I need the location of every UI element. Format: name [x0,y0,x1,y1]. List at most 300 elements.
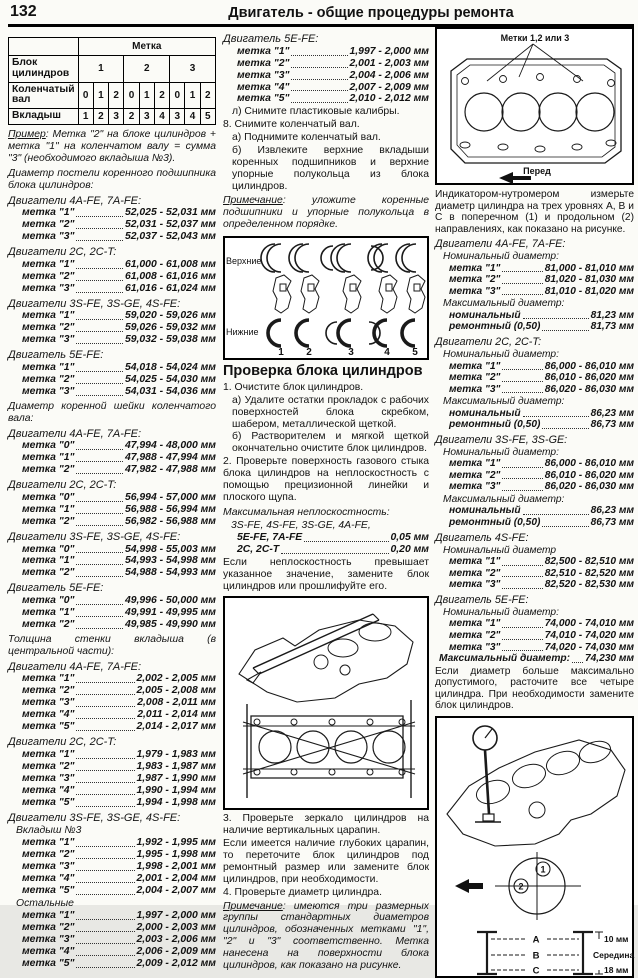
table-cell: 3 [170,109,185,125]
spec-label: метка "3" [22,772,75,784]
spec-value: 47,982 - 47,988 мм [124,464,216,476]
dot-leader [76,616,123,617]
dot-leader [76,604,123,605]
spec-line [435,274,634,286]
spec-label: метка "2" [22,270,75,282]
spec-value: 54,031 - 54,036 мм [124,385,216,397]
note-keyword: Пример [8,128,46,140]
spec-value: 52,031 - 52,037 мм [124,219,216,231]
spec-value: 56,982 - 56,988 мм [124,515,216,527]
note-text: : имеются три размерных группы стандартных диаметров цилиндров, обозначенных метками "1", "2" и "3" соответственно. Метка нанесена на поверхности блока цилиндров, как показано на рисунке. [223,900,429,972]
spec-value: 2,007 - 2,009 мм [349,81,429,93]
spec-label: метка "3" [22,334,75,346]
note-text: : Метка "2" на блоке цилиндров + метка "1" на коленчатом валу = сумма "3" (необходимого вкладыша №3). [8,128,216,164]
spec-line [8,374,216,386]
spec-value: 59,026 - 59,032 мм [124,322,216,334]
engine-group-heading: Двигатели 2C, 2C-T: [8,246,117,259]
spec-label: метка "0" [22,440,75,452]
spec-label: ремонтный (0,50) [449,321,541,333]
spec-label: метка "0" [22,595,75,607]
deck-outline [451,59,621,163]
spec-subheading: Максимальный диаметр: [443,298,565,310]
spec-label: метка "1" [22,748,75,760]
table-cell: 4 [154,109,169,125]
dot-leader [502,639,542,640]
spec-value: 2,011 - 2,014 мм [137,709,216,721]
engine-group-heading: Двигатель 5E-FE: [435,593,529,606]
table-corner-cell [9,38,79,56]
flatness-check-figure [223,596,429,810]
dot-leader [502,283,542,284]
note-paragraph [8,129,216,165]
table-header-metka: Метка [78,38,215,56]
dot-leader [502,588,542,589]
spec-value: 82,500 - 82,510 мм [544,556,634,568]
dial-bore-gauge [473,726,501,822]
spec-label: метка "2" [22,618,75,630]
spec-value: 1,979 - 1,983 мм [136,748,216,760]
spec-label: метка "3" [449,481,501,493]
spec-subheading: 3S-FE, 4S-FE, 3S-GE, 4A-FE, [231,520,371,532]
spec-subheading: Номинальный диаметр [443,544,557,556]
spec-line [8,440,216,452]
spec-line [8,697,216,709]
spec-label: 5E-FE, 7A-FE [237,532,303,544]
table-cell: 0 [124,82,139,109]
block-perspective-sketch [239,614,413,702]
spec-line [8,946,216,958]
spec-line [435,408,634,420]
dot-leader [76,395,123,396]
spec-label: метка "1" [22,362,75,374]
block-front-check-pattern [243,700,415,798]
level-c-label: C [532,965,540,977]
table-cell: 2 [93,109,108,125]
spec-line [8,873,216,885]
spec-label: ремонтный (0,50) [449,516,541,528]
spec-line [223,93,429,105]
spec-label: метка "1" [449,360,501,372]
dot-leader [76,268,123,269]
engine-group-heading: Двигатели 4A-FE, 7A-FE: [8,194,142,207]
spec-value: 2,004 - 2,007 мм [136,885,216,897]
engine-group-heading: Двигатель 5E-FE: [8,582,104,595]
dot-leader [76,706,135,707]
spec-line [435,470,634,482]
table-cell: 1 [139,82,154,109]
spec-line [435,579,634,591]
spec-value: 1,990 - 1,994 мм [136,784,216,796]
engine-group-heading: Двигатели 3S-FE, 3S-GE, 4S-FE: [8,297,181,310]
spec-label: метка "1" [449,458,501,470]
svg-text:4: 4 [384,346,390,358]
dot-leader [281,553,388,554]
spec-line [8,958,216,970]
measure-levels-diagram [477,932,635,977]
spec-line [8,685,216,697]
dot-leader [502,381,542,382]
spec-line [8,721,216,733]
spec-label: метка "5" [22,721,75,733]
bore-measure-figure [435,716,634,978]
spec-value: 86,23 мм [590,407,634,419]
paragraph: Если диаметр больше максимально допустимого, расточите все четыре цилиндра. При необходимости замените блок цилиндров. [435,665,634,712]
table-cell: 0 [170,82,185,109]
spec-line [8,749,216,761]
dot-leader [76,525,123,526]
paragraph: 4. Проверьте диаметр цилиндра. [223,886,382,898]
spec-label: метка "0" [22,543,75,555]
table-cell: 4 [185,109,200,125]
spec-label: метка "3" [22,933,75,945]
spec-value: 74,230 мм [584,653,634,665]
engine-group-heading: Двигатели 2C, 2C-T: [8,479,117,492]
dot-leader [502,650,542,651]
spec-label: метка "2" [22,515,75,527]
note-keyword: Примечание [223,195,283,207]
spec-value: 52,037 - 52,043 мм [124,231,216,243]
spec-label: метка "1" [22,837,75,849]
row-label-bearing: Вкладыш [9,109,79,125]
dot-leader [76,967,134,968]
dot-leader [572,662,583,663]
paragraph: Если имеется наличие глубоких царапин, то переточите блок цилиндров под ремонтный размер или замените блок цилиндров, при необходимости. [223,837,429,885]
spec-value: 82,510 - 82,520 мм [544,567,634,579]
spec-label: номинальный [449,309,521,321]
spec-value: 86,23 мм [590,505,634,517]
cylinder-mark-figure [435,27,634,185]
spec-label: метка "1" [22,310,75,322]
note-paragraph [223,901,429,973]
dot-leader [76,730,134,731]
spec-line [435,517,634,529]
spec-label: метка "5" [22,957,75,969]
spec-section-heading: Диаметр постели коренного подшипника блока цилиндров: [8,167,216,191]
table-cell: 2 [124,109,139,125]
spec-label: метка "2" [449,630,501,641]
spec-line [435,653,634,665]
spec-line [8,673,216,685]
spec-label: метка "2" [449,469,501,481]
dot-leader [542,330,588,331]
spec-label: метка "1" [22,452,75,464]
spec-line [223,70,429,82]
spec-line [8,861,216,873]
substep-paragraph: а) Удалите остатки прокладок с рабочих поверхностей блока скребком, шабером, металлической щеткой. [232,394,429,430]
block-with-gauge-sketch [447,726,625,846]
dot-leader [76,371,123,372]
marks-caption: Метки 1,2 или 3 [500,33,570,43]
spec-label: метка "2" [22,464,75,476]
spec-value: 54,025 - 54,030 мм [124,373,216,385]
spec-line [8,885,216,897]
spec-subheading: Остальные [16,898,74,910]
engine-group-heading: Двигатель 5E-FE: [223,33,319,45]
dot-leader [502,467,542,468]
spec-label: метка "1" [22,607,75,618]
dot-leader [304,541,388,542]
bearing-selection-table [8,37,216,125]
spec-line [8,452,216,464]
spec-value: 1,987 - 1,990 мм [136,772,216,784]
bearing-order-drawing [225,238,426,358]
spec-line [8,207,216,219]
spec-line [8,709,216,721]
spec-subheading: Номинальный диаметр: [443,446,559,458]
dot-leader [76,919,134,920]
dot-leader [76,718,135,719]
spec-line [8,362,216,374]
left-spec-list [8,129,216,970]
lower-shells [268,320,415,346]
spec-line [435,310,634,322]
gasket-holes [460,74,616,153]
spec-section-heading: Диаметр коренной шейки коленчатого вала: [8,400,216,424]
spec-value: 2,004 - 2,006 мм [349,69,429,81]
spec-value: 59,020 - 59,026 мм [124,310,216,322]
spec-line [435,481,634,493]
spec-value: 1,997 - 2,000 мм [349,45,429,57]
left-arrow-icon [455,879,483,893]
spec-label: метка "3" [449,285,501,297]
substep-paragraph: а) Поднимите коленчатый вал. [232,132,381,144]
spec-line [8,934,216,946]
spec-line [8,595,216,607]
spec-label: метка "0" [22,491,75,503]
spec-label: метка "1" [237,45,290,57]
spec-value: 49,996 - 50,000 мм [124,595,216,607]
spec-value: 86,73 мм [590,516,634,528]
spec-line [8,555,216,567]
spec-value: 56,988 - 56,994 мм [124,503,216,515]
section-title: Проверка блока цилиндров [223,362,423,379]
spec-value: 81,23 мм [590,309,634,321]
row-label-block: Блок цилиндров [9,56,79,83]
dot-leader [502,369,542,370]
level-a-label: A [532,934,540,946]
spec-value: 2,002 - 2,005 мм [136,673,216,685]
dot-leader [76,694,134,695]
spec-value: 86,010 - 86,020 мм [544,372,634,384]
spec-line [435,321,634,333]
page-header [8,2,634,27]
dot-leader [542,428,588,429]
spec-value: 81,020 - 81,030 мм [544,274,634,286]
spec-label: ремонтный (0,50) [449,419,541,431]
spec-value: 1,997 - 2,000 мм [136,910,216,922]
spec-subheading: Максимальный диаметр: [443,396,565,408]
spec-value: 1,995 - 1,998 мм [136,849,216,861]
dot-leader [76,943,134,944]
spec-value: 54,988 - 54,993 мм [124,567,216,579]
svg-text:3: 3 [348,346,354,358]
spec-label: метка "3" [22,861,75,873]
spec-value: 81,010 - 81,020 мм [544,285,634,297]
direction-1-label: 1 [540,864,546,875]
spec-line [435,286,634,298]
dot-leader [76,955,134,956]
spec-line [8,773,216,785]
table-cell: 2 [154,82,169,109]
dot-leader [523,416,589,417]
spec-label: метка "2" [22,849,75,861]
spec-value: 2,008 - 2,011 мм [137,697,216,709]
spec-label: метка "3" [22,231,75,243]
engine-group-heading: Двигатели 4A-FE, 7A-FE: [435,238,566,251]
middle-column [223,30,429,974]
spec-line [8,785,216,797]
flatness-check-drawing [225,598,426,808]
substep-paragraph: л) Снимите пластиковые калибры. [232,106,400,118]
dot-leader [76,319,123,320]
spec-label: метка "2" [237,57,290,69]
spec-value: 86,73 мм [590,419,634,431]
spec-line [8,567,216,579]
spec-value: 2,003 - 2,006 мм [136,933,216,945]
engine-group-heading: Двигатель 4S-FE: [435,531,529,544]
middle-top-text [223,33,429,231]
table-cell: 1 [78,109,93,125]
spec-value: 59,032 - 59,038 мм [124,334,216,346]
spec-label: метка "4" [237,81,290,93]
dot-leader [76,858,134,859]
spec-line [8,607,216,619]
spec-value: 54,018 - 54,024 мм [124,362,216,374]
engine-group-heading: Двигатели 2C, 2C-T: [8,736,117,749]
spec-line [8,386,216,398]
paragraph: Индикатором-нутромером измерьте диаметр цилиндра на трех уровнях А, В и С в поперечном (1) и продольном (2) направлениях, как показано на рисунке. [435,189,634,235]
left-column [8,30,216,970]
spec-value: 61,000 - 61,008 мм [124,258,216,270]
spec-line [8,310,216,322]
table-cell: 1 [78,56,124,83]
dot-leader [76,794,134,795]
table-cell: 3 [170,56,216,83]
spec-line [8,492,216,504]
dot-leader [502,565,542,566]
table-cell: 3 [109,109,124,125]
measurement-lines [243,722,415,774]
dot-leader [291,55,347,56]
spec-subheading: Вкладыш №3 [16,825,82,837]
dot-leader [291,67,347,68]
dot-leader [76,931,134,932]
spec-label: метка "1" [22,555,75,567]
spec-value: 52,025 - 52,031 мм [124,207,216,219]
spec-label: метка "5" [237,93,290,105]
engine-group-heading: Двигатели 3S-FE, 3S-GE, 4S-FE: [8,530,181,543]
right-spec-list [435,189,634,712]
spec-line [8,259,216,271]
spec-line [435,618,634,630]
spec-line [8,334,216,346]
spec-line [8,797,216,809]
dot-leader [76,216,123,217]
dot-leader [76,782,134,783]
table-row [9,56,216,83]
table-cell: 5 [200,109,215,125]
spec-line [435,630,634,642]
spec-label: метка "2" [449,567,501,579]
dot-leader [76,894,134,895]
row-label-crankshaft: Коленчатый вал [9,82,79,109]
spec-value: 74,020 - 74,030 мм [544,641,634,653]
bore-measure-drawing [437,718,635,977]
dot-leader [76,343,123,344]
measure-direction-diagram [455,852,581,920]
dot-leader [523,514,589,515]
spec-subheading: Номинальный диаметр: [443,251,559,263]
dot-leader [502,490,542,491]
spec-value: 86,000 - 86,010 мм [544,360,634,372]
spec-value: 0,05 мм [390,532,429,544]
spec-line [8,271,216,283]
dot-leader [76,682,134,683]
dot-leader [76,870,134,871]
engine-group-heading: Двигатели 3S-FE, 3S-GE: [435,433,568,446]
spec-label: метка "1" [449,262,501,274]
middle-bottom-text [223,813,429,972]
engine-group-heading: Двигатели 4A-FE, 7A-FE: [8,427,142,440]
spec-label: метка "3" [449,641,501,653]
page-title: Двигатель - общие процедуры ремонта [228,5,514,21]
dot-leader [291,79,347,80]
spec-label: метка "3" [449,579,501,591]
spec-value: 2,014 - 2,017 мм [136,721,216,733]
dot-leader [76,501,123,502]
dot-leader [76,331,123,332]
spec-label: метка "2" [22,760,75,772]
spec-value: 0,20 мм [390,544,429,556]
spec-line [8,283,216,295]
dot-leader [76,564,123,565]
spec-label: метка "2" [22,322,75,334]
spec-label: метка "3" [449,383,501,395]
table-cell: 1 [185,82,200,109]
spec-line [8,849,216,861]
spec-value: 2,009 - 2,012 мм [136,957,216,969]
spec-label: метка "1" [22,910,75,922]
engine-group-heading: Двигатель 5E-FE: [8,349,104,362]
dot-leader [76,513,123,514]
spec-label: метка "5" [22,885,75,897]
dot-leader [76,228,123,229]
spec-line [435,458,634,470]
dot-leader [76,449,123,450]
spec-line [223,544,429,556]
dot-leader [542,526,588,527]
paragraph: 3. Проверьте зеркало цилиндров на наличие вертикальных царапин. [223,812,429,836]
spec-line [435,642,634,654]
crankshaft-journals [273,275,425,313]
dot-leader [502,478,542,479]
spec-line [435,556,634,568]
spec-label: номинальный [449,505,521,517]
spec-label: метка "1" [449,618,501,630]
spec-line [223,58,429,70]
spec-line [435,372,634,384]
dim-middle-label: Середина [593,949,635,960]
spec-line [435,419,634,431]
spec-label: 2C, 2C-T [237,544,280,556]
paragraph: Если неплоскостность превышает указанное значение, замените блок цилиндров или прошлифуйте его. [223,556,429,592]
note-keyword: Примечание [223,900,283,912]
table-row [9,82,216,109]
spec-label: метка "2" [22,373,75,385]
dot-leader [502,271,542,272]
spec-value: 54,998 - 55,003 мм [124,543,216,555]
spec-value: 74,000 - 74,010 мм [544,618,634,630]
